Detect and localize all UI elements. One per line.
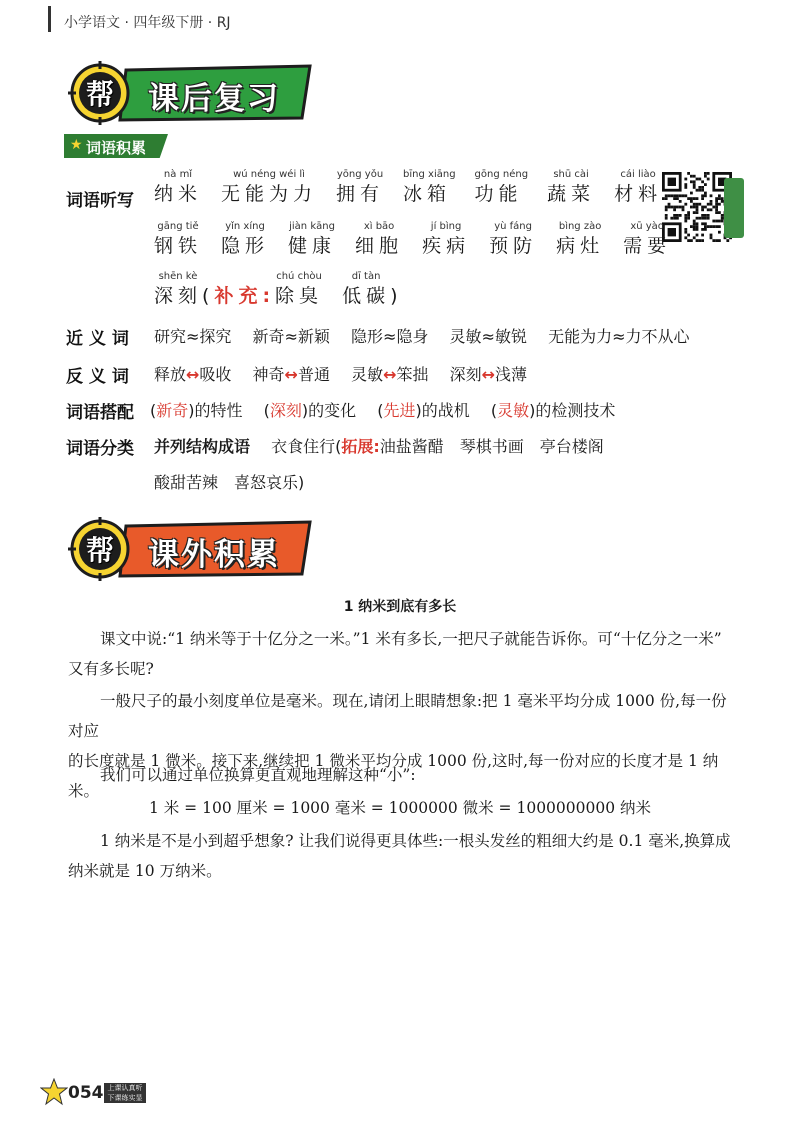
pinyin: cái liào — [620, 169, 656, 180]
vocab-word — [475, 168, 529, 206]
antonym-b: 普通 — [297, 365, 330, 384]
tag-label: 词语积累 — [86, 139, 147, 157]
banner-title: 课后复习 — [148, 81, 280, 117]
hanzi: 预防 — [489, 235, 538, 257]
banner-char: 帮 — [85, 78, 114, 111]
pinyin: gōng néng — [474, 169, 529, 180]
para-line: 一般尺子的最小刻度单位是毫米。现在,请闭上眼睛想象:把 1 毫米平均分成 1000 份,每一份对应 — [68, 692, 727, 740]
collocation-rest: 的检测技术 — [535, 401, 616, 420]
vocab-row-1 — [154, 168, 681, 206]
pinyin: jí bìng — [430, 221, 462, 232]
supplement-label: 补充: — [214, 285, 276, 307]
header-divider — [48, 6, 51, 32]
hanzi: 功能 — [474, 183, 523, 205]
antonym-pair — [450, 365, 527, 384]
hanzi: 低碳 — [342, 285, 391, 307]
section-banner-review — [66, 60, 316, 126]
pinyin: wú néng wéi lì — [233, 169, 305, 180]
arrow-icon: ↔ — [383, 365, 397, 384]
pinyin: bīng xiāng — [403, 169, 456, 180]
hanzi: 材料 — [614, 183, 663, 205]
hanzi: 深刻 — [154, 285, 203, 307]
pinyin: dī tàn — [351, 271, 381, 282]
pinyin: xì bāo — [363, 221, 395, 232]
arrow-icon: ↔ — [481, 365, 496, 384]
hanzi: 隐形 — [221, 235, 270, 257]
section-banner-extra — [66, 516, 316, 582]
vocab-word — [336, 168, 384, 206]
slogan-bottom: 下课练实显 — [107, 1094, 143, 1102]
collocation-item: (新奇)的特性 — [150, 401, 243, 420]
classify-line-2: 酸甜苦辣 喜怒哀乐) — [154, 473, 305, 492]
antonym-b: 吸收 — [199, 365, 232, 384]
vocab-word — [154, 168, 202, 206]
vocab-tag — [64, 134, 168, 158]
hanzi: 需要 — [623, 235, 672, 257]
paren-open: ( — [202, 285, 215, 307]
antonym-pair — [253, 365, 330, 384]
collocation-word: 先进 — [383, 401, 416, 420]
synonym-pair: 研究≈探究 — [154, 327, 232, 346]
collocation-word: 灵敏 — [497, 401, 530, 420]
paren-close: ) — [390, 285, 403, 307]
collocation-word: 新奇 — [156, 401, 189, 420]
pinyin: xū yào — [630, 221, 664, 232]
slogan-top: 上课认真听 — [107, 1084, 143, 1092]
vocab-word — [221, 220, 269, 258]
collocation-rest: 的特性 — [194, 401, 243, 420]
vocab-word — [154, 270, 202, 308]
running-title: 小学语文 · 四年级下册 · RJ — [64, 15, 231, 31]
article-paragraph-4 — [68, 826, 738, 886]
collocation-rest: 的变化 — [308, 401, 357, 420]
para-line: 课文中说:“1 纳米等于十亿分之一米。”1 米有多长,一把尺子就能告诉你。可“十亿分之一米” — [100, 630, 722, 648]
antonym-pair — [351, 365, 428, 384]
vocab-word — [614, 168, 662, 206]
pinyin: chú chòu — [276, 271, 322, 282]
antonym-a: 深刻 — [449, 365, 482, 384]
vocab-word — [556, 220, 604, 258]
antonym-list — [154, 362, 527, 385]
vocab-word — [342, 270, 390, 308]
label-classify: 词语分类 — [66, 439, 134, 459]
article-paragraph-3: 我们可以通过单位换算更直观地理解这种“小”: — [100, 766, 416, 784]
pinyin: bìng zào — [558, 221, 602, 232]
vocab-row-3 — [154, 270, 403, 308]
footer-slogan — [104, 1083, 146, 1103]
collocation-word: 深刻 — [269, 401, 302, 420]
hanzi: 细胞 — [355, 235, 404, 257]
extension-items: 油盐酱醋 琴棋书画 亭台楼阁 — [379, 437, 604, 456]
hanzi: 冰箱 — [403, 183, 452, 205]
hanzi: 拥有 — [336, 183, 385, 205]
unit-equation: 1 米 = 100 厘米 = 1000 毫米 = 1000000 微米 = 1000000000 纳米 — [148, 799, 652, 817]
collocation-item: (灵敏)的检测技术 — [490, 401, 616, 420]
classify-first: 衣食住行( — [271, 437, 342, 456]
para-line: 又有多长呢? — [68, 660, 154, 678]
antonym-a: 神奇 — [252, 365, 285, 384]
vocab-word — [221, 168, 317, 206]
qr-side-strip — [724, 178, 744, 238]
vocab-row-2 — [154, 220, 690, 258]
hanzi: 纳米 — [154, 183, 203, 205]
vocab-word — [489, 220, 537, 258]
para-line: 纳米就是 10 万纳米。 — [68, 862, 222, 880]
hanzi: 健康 — [288, 235, 337, 257]
star-icon — [40, 1078, 68, 1106]
pinyin: shēn kè — [158, 271, 198, 282]
synonym-pair: 新奇≈新颖 — [252, 327, 330, 346]
classify-line-1 — [154, 434, 604, 457]
pinyin: yǐn xíng — [225, 221, 265, 232]
antonym-b: 浅薄 — [495, 365, 528, 384]
pinyin: nà mǐ — [163, 169, 193, 180]
collocation-rest: 的战机 — [421, 401, 470, 420]
synonym-pair: 灵敏≈敏锐 — [449, 327, 527, 346]
arrow-icon: ↔ — [284, 365, 298, 384]
collocation-list — [150, 398, 615, 421]
collocation-item: (先进)的战机 — [377, 401, 470, 420]
article-title: 1 纳米到底有多长 — [343, 599, 457, 615]
label-dictation: 词语听写 — [66, 191, 134, 211]
vocab-word — [355, 220, 403, 258]
para-line: 的长度就是 1 微米。接下来,继续把 1 微米平均分成 1000 份,这时,每一份对应的长度才是 1 纳米。 — [68, 752, 719, 800]
antonym-a: 灵敏 — [351, 365, 384, 384]
vocab-word — [275, 270, 323, 308]
banner-char: 帮 — [85, 534, 114, 567]
hanzi: 病灶 — [556, 235, 605, 257]
synonym-pair: 隐形≈隐身 — [351, 327, 429, 346]
hanzi: 疾病 — [422, 235, 471, 257]
vocab-word — [547, 168, 595, 206]
hanzi: 钢铁 — [154, 235, 203, 257]
extension-label: 拓展: — [341, 437, 380, 456]
classify-type: 并列结构成语 — [154, 437, 251, 456]
pinyin: jiàn kāng — [289, 221, 335, 232]
vocab-word — [403, 168, 456, 206]
synonym-pair: 无能为力≈力不从心 — [548, 327, 690, 346]
collocation-item: (深刻)的变化 — [263, 401, 357, 420]
label-collocation: 词语搭配 — [66, 403, 134, 423]
hanzi: 蔬菜 — [547, 183, 596, 205]
vocab-word — [422, 220, 470, 258]
pinyin: shū cài — [553, 169, 589, 180]
arrow-icon: ↔ — [186, 365, 200, 384]
pinyin: yōng yǒu — [336, 169, 384, 180]
page-number: 054 — [68, 1083, 104, 1103]
hanzi: 无能为力 — [221, 183, 318, 205]
vocab-word — [154, 220, 202, 258]
pinyin: yù fáng — [494, 221, 532, 232]
label-synonyms: 近 义 词 — [66, 329, 129, 349]
vocab-word — [623, 220, 671, 258]
vocab-word — [288, 220, 336, 258]
antonym-b: 笨拙 — [396, 365, 429, 384]
banner-title: 课外积累 — [148, 537, 280, 573]
para-line: 1 纳米是不是小到超乎想象? 让我们说得更具体些:一根头发丝的粗细大约是 0.1 毫米,换算成 — [100, 832, 731, 850]
label-antonyms: 反 义 词 — [66, 367, 129, 387]
synonym-list — [154, 324, 689, 347]
pinyin: gāng tiě — [157, 221, 199, 232]
antonym-pair — [154, 365, 231, 384]
hanzi: 除臭 — [275, 285, 324, 307]
star-icon: ★ — [70, 137, 83, 153]
article-paragraph-1 — [68, 624, 738, 684]
antonym-a: 释放 — [154, 365, 187, 384]
